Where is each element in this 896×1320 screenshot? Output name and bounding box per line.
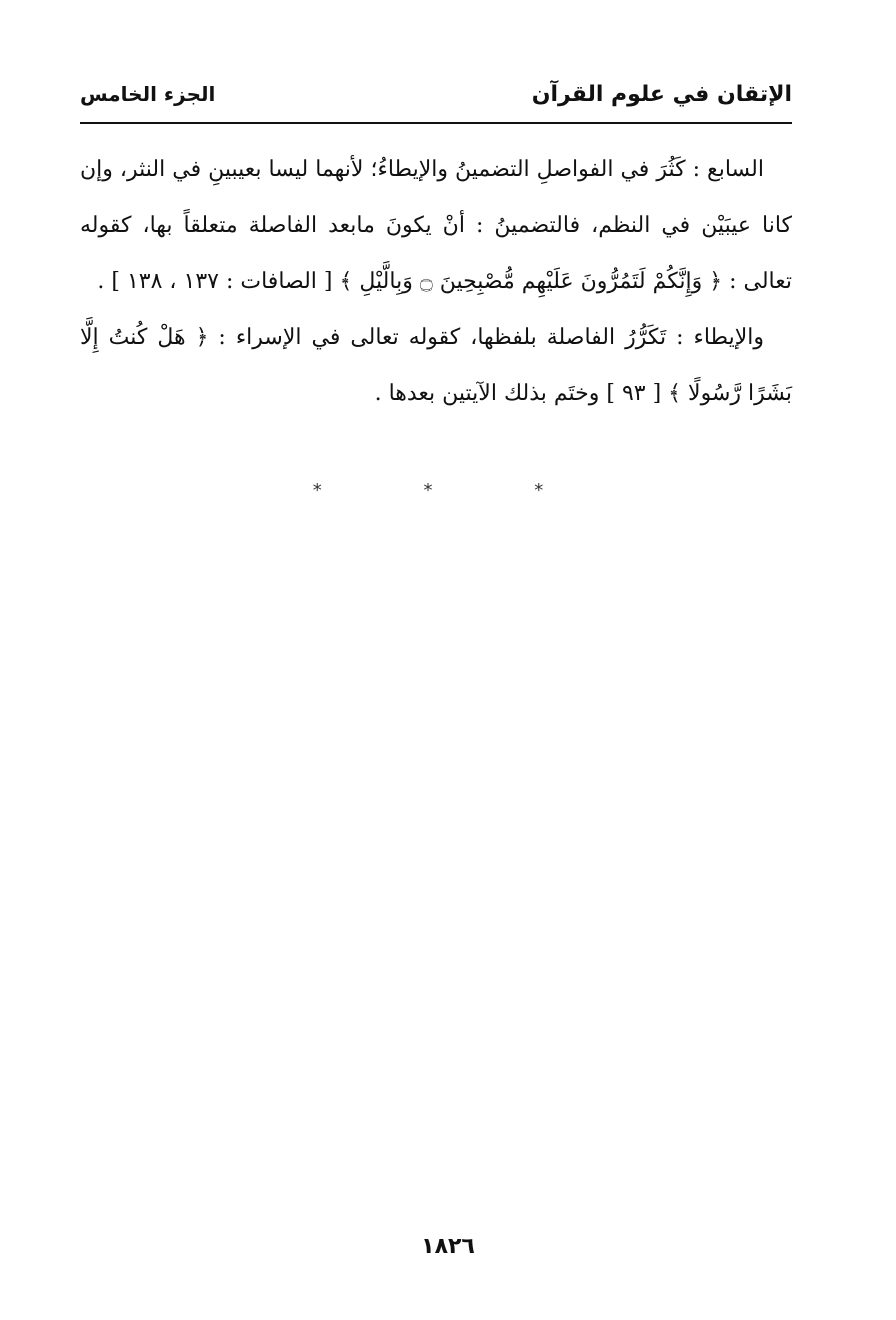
asterisk-icon: * xyxy=(312,480,362,501)
paragraph-itaa: والإيطاء : تَكَرُّرُ الفاصلة بلفظها، كقوله تعالى في الإسراء : ﴿ هَلْ كُنتُ إِلَّا بَشَرًا رَّسُولًا ﴾ [ ٩٣ ] وختَم بذلك الآيتين بعدها . xyxy=(80,325,792,406)
asterisk-icon: * xyxy=(423,480,473,501)
body-text xyxy=(80,142,792,422)
page-header xyxy=(80,78,792,122)
section-separator xyxy=(0,480,896,501)
page-number: ١٨٢٦ xyxy=(421,1234,475,1259)
paragraph-tadmin: السابع : كَثُرَ في الفواصلِ التضمينُ والإيطاءُ؛ لأنهما ليسا بعيبينِ في النثر، وإن كانا عيبَيْن في النظم، فالتضمينُ : أنْ يكونَ مابعد الفاصلة متعلقاً بها، كقوله تعالى : ﴿ وَإِنَّكُمْ لَتَمُرُّونَ عَلَيْهِم مُّصْبِحِينَ ۝ وَبِالَّيْلِ ﴾ [ الصافات : ١٣٧ ، ١٣٨ ] . xyxy=(80,157,792,294)
header-divider xyxy=(80,122,792,124)
book-title: الإتقان في علوم القرآن xyxy=(531,82,792,107)
asterisk-icon: * xyxy=(534,480,584,501)
part-title: الجزء الخامس xyxy=(80,82,216,106)
